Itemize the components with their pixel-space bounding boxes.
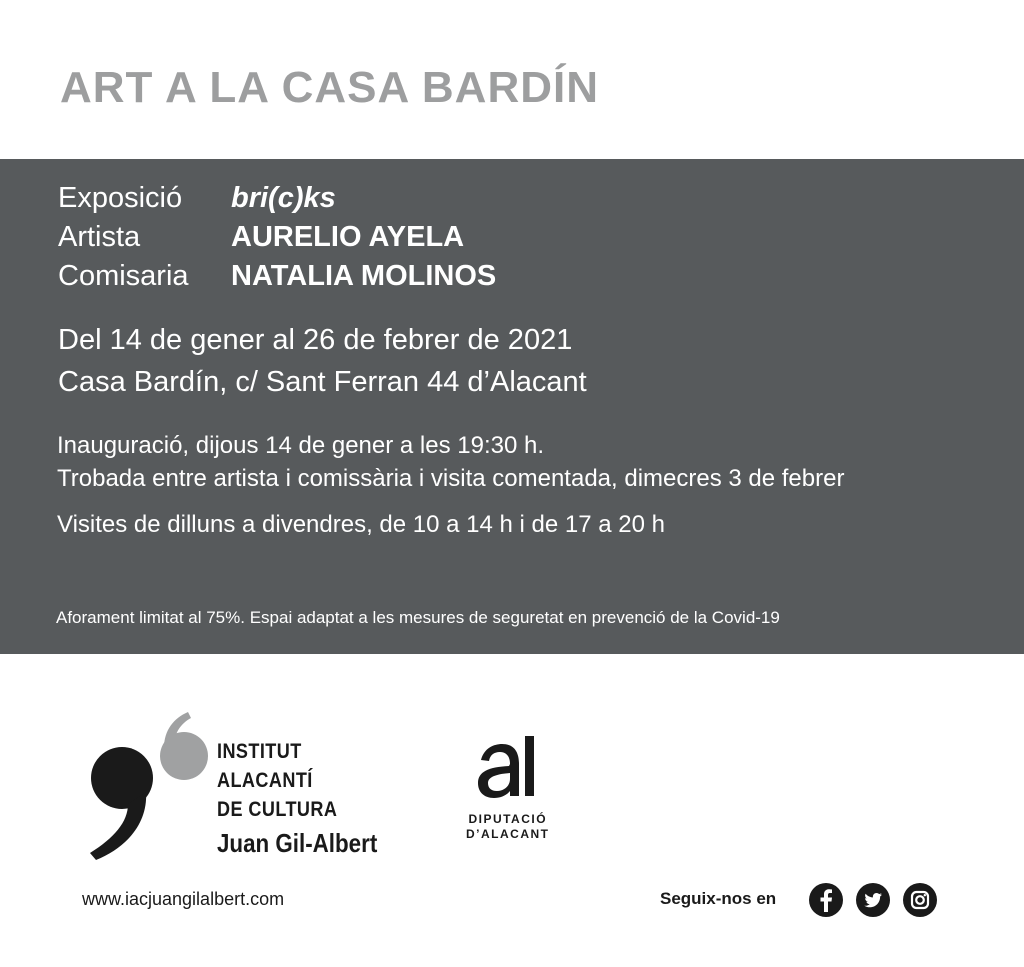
iac-line: ALACANTÍ [217, 769, 313, 792]
iac-line: DE CULTURA [217, 798, 338, 821]
meeting-info: Trobada entre artista i comissària i visita comentada, dimecres 3 de febrer [57, 465, 845, 492]
iac-name: Juan Gil-Albert [217, 828, 378, 858]
exhibition-venue: Casa Bardín, c/ Sant Ferran 44 d’Alacant [58, 366, 587, 398]
website-link[interactable]: www.iacjuangilalbert.com [82, 889, 285, 909]
dates-block [58, 319, 587, 403]
schedule-block [57, 429, 844, 541]
follow-label: Seguix-nos en [660, 889, 777, 908]
credit-row-exhibition [58, 179, 496, 218]
info-band [0, 159, 1024, 654]
credit-label: Exposició [58, 182, 183, 214]
facebook-icon[interactable] [809, 883, 843, 917]
credit-label: Artista [58, 221, 141, 253]
comma-icon [90, 747, 153, 860]
exhibition-title: bri(c)ks [231, 182, 336, 214]
diputacio-line: DIPUTACIÓ [468, 812, 548, 826]
quote-icon [160, 712, 208, 780]
visiting-hours: Visites de dilluns a divendres, de 10 a 14 h i de 17 a 20 h [57, 511, 665, 538]
credit-row-artist [58, 218, 496, 257]
capacity-note: Aforament limitat al 75%. Espai adaptat a les mesures de seguretat en prevenció de la Covid-19 [56, 608, 780, 627]
credits-block [58, 179, 496, 296]
curator-name: NATALIA MOLINOS [231, 260, 497, 292]
page-title: ART A LA CASA BARDÍN [60, 63, 599, 112]
diputacio-logo-text [466, 812, 550, 842]
credit-row-curator [58, 257, 496, 296]
opening-info: Inauguració, dijous 14 de gener a les 19:30 h. [57, 432, 545, 459]
iac-line: INSTITUT [217, 740, 302, 763]
diputacio-line: D’ALACANT [466, 827, 550, 841]
twitter-icon[interactable] [856, 883, 890, 917]
artist-name: AURELIO AYELA [231, 221, 465, 253]
credit-label: Comisaria [58, 260, 189, 292]
instagram-icon[interactable] [903, 883, 937, 917]
iac-logo-text [217, 737, 377, 860]
diputacio-logo-icon [476, 736, 540, 806]
exhibition-period: Del 14 de gener al 26 de febrer de 2021 [58, 324, 573, 356]
